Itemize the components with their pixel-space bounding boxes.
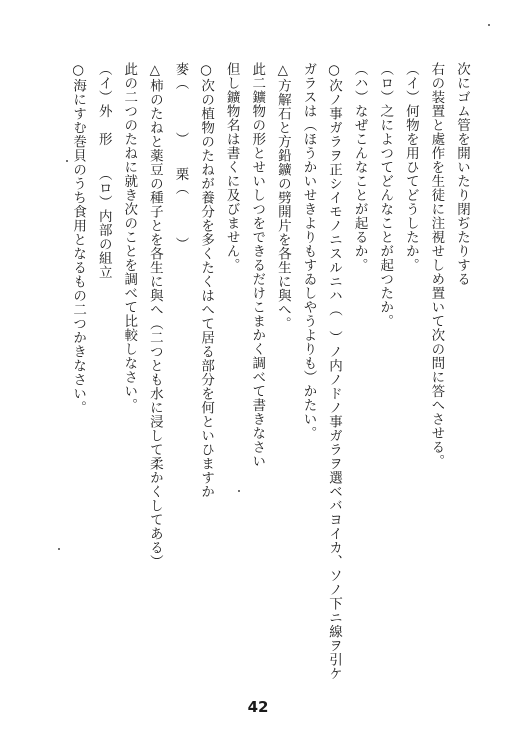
- vertical-text-body: [65, 62, 475, 681]
- text-line: （イ）外 形 （ロ）内部の組立: [95, 62, 112, 280]
- text-line: 此二鑛物の形とせいしつをできるだけこまかく調べて書きなさい: [249, 62, 266, 468]
- text-line: ○海にすむ巻貝のうち食用となるもの二つかきなさい。: [70, 62, 87, 415]
- text-line: 此の二つのたねに就き次のことを調べて比較しなさい。: [121, 62, 138, 412]
- text-line: （イ）何物を用ひてどうしたか。: [402, 62, 419, 272]
- text-line: 次にゴム管を開いたり閉ぢたりする: [454, 62, 470, 286]
- text-line: （ハ）なぜこんなことが起るか。: [351, 62, 368, 272]
- text-line: 但し鑛物名は書くに及びません。: [223, 62, 240, 272]
- print-speck: [488, 24, 490, 26]
- text-line: 麥（ ） 栗（ ）: [172, 62, 189, 252]
- text-line: ガラスは（ほうかいせきよりもすゐしやうよりも）かたい。: [300, 62, 317, 440]
- page-number: 42: [247, 698, 269, 716]
- text-line: △柿のたねと薬豆の種子とを各生に與へ（二つとも水に浸して柔かくしてある）: [146, 62, 163, 569]
- text-line: △方解石と方鉛鑛の劈開片を各生に與へ。: [274, 62, 291, 331]
- print-speck: [238, 490, 240, 492]
- print-speck: [58, 548, 60, 550]
- text-line: 右の装置と處作を生徒に注視せしめ置いて次の問に答へさせる。: [428, 62, 445, 468]
- print-speck: [66, 160, 68, 162]
- text-line: ○次ノ事ガラヲ正シイモノニスルニハ（ ）ノ内ノドノ事ガラヲ選ベバヨイカ、ソノ下ニ線ヲ引ケ: [326, 62, 343, 681]
- text-line: ○次の植物のたねが養分を多くたくはへて居る部分を何といひますか: [198, 62, 215, 499]
- text-line: （ロ）之によつてどんなことが起つたか。: [377, 62, 394, 328]
